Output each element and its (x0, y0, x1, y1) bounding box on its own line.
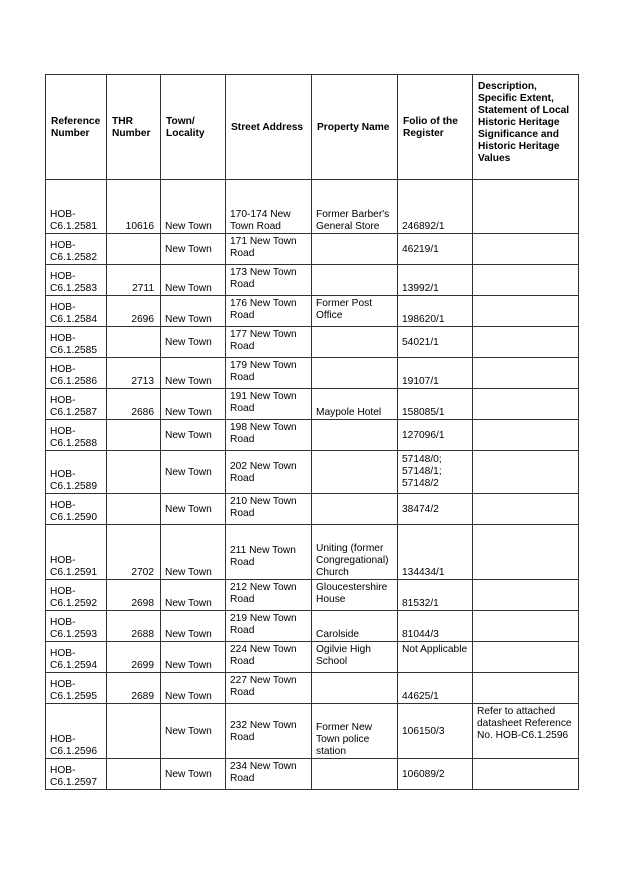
cell-street: 176 New Town Road (226, 296, 312, 327)
cell-thr (107, 234, 161, 265)
cell-thr (107, 759, 161, 790)
cell-street: 198 New Town Road (226, 420, 312, 451)
table-row (46, 759, 579, 790)
cell-thr: 2713 (107, 358, 161, 389)
table-row (46, 704, 579, 759)
cell-description (473, 525, 579, 580)
cell-thr (107, 420, 161, 451)
cell-description: Refer to attached datasheet Reference No. HOB-C6.1.2596 (473, 704, 579, 759)
cell-property: Uniting (former Congregational) Church (312, 525, 398, 580)
cell-folio: 54021/1 (398, 327, 473, 358)
cell-reference: HOB-C6.1.2590 (46, 494, 107, 525)
cell-property (312, 673, 398, 704)
cell-property: Gloucestershire House (312, 580, 398, 611)
cell-property: Maypole Hotel (312, 389, 398, 420)
cell-thr (107, 704, 161, 759)
cell-reference: HOB-C6.1.2581 (46, 180, 107, 234)
cell-reference: HOB-C6.1.2597 (46, 759, 107, 790)
header-thr-number: THR Number (107, 75, 161, 180)
cell-folio: 246892/1 (398, 180, 473, 234)
cell-property: Ogilvie High School (312, 642, 398, 673)
cell-description (473, 494, 579, 525)
cell-street: 211 New Town Road (226, 525, 312, 580)
cell-reference: HOB-C6.1.2589 (46, 451, 107, 494)
cell-reference: HOB-C6.1.2596 (46, 704, 107, 759)
cell-town: New Town (161, 327, 226, 358)
cell-town: New Town (161, 451, 226, 494)
cell-thr: 2699 (107, 642, 161, 673)
cell-town: New Town (161, 525, 226, 580)
cell-street: 232 New Town Road (226, 704, 312, 759)
cell-folio: 158085/1 (398, 389, 473, 420)
cell-town: New Town (161, 580, 226, 611)
cell-street: 202 New Town Road (226, 451, 312, 494)
cell-thr (107, 327, 161, 358)
cell-property (312, 265, 398, 296)
cell-reference: HOB-C6.1.2592 (46, 580, 107, 611)
table-row (46, 420, 579, 451)
cell-property: Carolside (312, 611, 398, 642)
cell-street: 171 New Town Road (226, 234, 312, 265)
header-town-locality: Town/ Locality (161, 75, 226, 180)
cell-reference: HOB-C6.1.2583 (46, 265, 107, 296)
cell-description (473, 451, 579, 494)
cell-town: New Town (161, 296, 226, 327)
cell-description (473, 642, 579, 673)
cell-street: 224 New Town Road (226, 642, 312, 673)
cell-property: Former Post Office (312, 296, 398, 327)
cell-town: New Town (161, 611, 226, 642)
header-folio: Folio of the Register (398, 75, 473, 180)
cell-property (312, 494, 398, 525)
cell-town: New Town (161, 642, 226, 673)
cell-reference: HOB-C6.1.2584 (46, 296, 107, 327)
cell-property (312, 451, 398, 494)
cell-description (473, 358, 579, 389)
cell-reference: HOB-C6.1.2591 (46, 525, 107, 580)
cell-reference: HOB-C6.1.2595 (46, 673, 107, 704)
cell-description (473, 265, 579, 296)
cell-property (312, 420, 398, 451)
table-row (46, 180, 579, 234)
cell-folio: 57148/0; 57148/1; 57148/2 (398, 451, 473, 494)
cell-description (473, 327, 579, 358)
table-row (46, 327, 579, 358)
table-row (46, 389, 579, 420)
cell-folio: 106150/3 (398, 704, 473, 759)
heritage-register-table (45, 74, 579, 790)
cell-thr: 2686 (107, 389, 161, 420)
table-row (46, 296, 579, 327)
cell-thr: 2688 (107, 611, 161, 642)
cell-property: Former Barber's General Store (312, 180, 398, 234)
cell-thr (107, 451, 161, 494)
cell-street: 177 New Town Road (226, 327, 312, 358)
cell-reference: HOB-C6.1.2582 (46, 234, 107, 265)
header-reference-number: Reference Number (46, 75, 107, 180)
cell-folio: 81532/1 (398, 580, 473, 611)
cell-folio: 46219/1 (398, 234, 473, 265)
cell-thr: 2689 (107, 673, 161, 704)
table-row (46, 642, 579, 673)
cell-description (473, 180, 579, 234)
cell-description (473, 420, 579, 451)
cell-town: New Town (161, 265, 226, 296)
cell-folio: 38474/2 (398, 494, 473, 525)
cell-folio: 106089/2 (398, 759, 473, 790)
cell-thr: 2698 (107, 580, 161, 611)
cell-street: 179 New Town Road (226, 358, 312, 389)
cell-description (473, 580, 579, 611)
cell-street: 210 New Town Road (226, 494, 312, 525)
header-property-name: Property Name (312, 75, 398, 180)
table-row (46, 580, 579, 611)
cell-thr (107, 494, 161, 525)
cell-folio: 13992/1 (398, 265, 473, 296)
cell-town: New Town (161, 494, 226, 525)
cell-town: New Town (161, 358, 226, 389)
cell-street: 227 New Town Road (226, 673, 312, 704)
cell-street: 234 New Town Road (226, 759, 312, 790)
table-row (46, 234, 579, 265)
cell-street: 173 New Town Road (226, 265, 312, 296)
cell-thr: 10616 (107, 180, 161, 234)
table-row (46, 673, 579, 704)
cell-town: New Town (161, 180, 226, 234)
cell-thr: 2696 (107, 296, 161, 327)
table-row (46, 358, 579, 389)
cell-street: 191 New Town Road (226, 389, 312, 420)
cell-description (473, 673, 579, 704)
cell-reference: HOB-C6.1.2593 (46, 611, 107, 642)
header-description: Description, Specific Extent, Statement of Local Historic Heritage Significance and Historic Heritage Values (473, 75, 579, 180)
table-row (46, 494, 579, 525)
cell-street: 219 New Town Road (226, 611, 312, 642)
cell-folio: 81044/3 (398, 611, 473, 642)
table-row (46, 611, 579, 642)
cell-reference: HOB-C6.1.2586 (46, 358, 107, 389)
cell-property (312, 327, 398, 358)
cell-town: New Town (161, 673, 226, 704)
cell-town: New Town (161, 759, 226, 790)
cell-property: Former New Town police station (312, 704, 398, 759)
cell-town: New Town (161, 389, 226, 420)
cell-reference: HOB-C6.1.2594 (46, 642, 107, 673)
cell-folio: 44625/1 (398, 673, 473, 704)
cell-street: 212 New Town Road (226, 580, 312, 611)
cell-folio: 198620/1 (398, 296, 473, 327)
table-row (46, 525, 579, 580)
cell-folio: 19107/1 (398, 358, 473, 389)
cell-folio: Not Applicable (398, 642, 473, 673)
cell-property (312, 759, 398, 790)
cell-description (473, 611, 579, 642)
cell-town: New Town (161, 234, 226, 265)
cell-description (473, 234, 579, 265)
cell-reference: HOB-C6.1.2588 (46, 420, 107, 451)
cell-description (473, 296, 579, 327)
cell-folio: 134434/1 (398, 525, 473, 580)
cell-town: New Town (161, 704, 226, 759)
cell-property (312, 234, 398, 265)
table-row (46, 451, 579, 494)
cell-reference: HOB-C6.1.2585 (46, 327, 107, 358)
cell-description (473, 759, 579, 790)
header-street-address: Street Address (226, 75, 312, 180)
header-row (46, 75, 579, 180)
cell-thr: 2702 (107, 525, 161, 580)
table-row (46, 265, 579, 296)
cell-town: New Town (161, 420, 226, 451)
cell-description (473, 389, 579, 420)
cell-folio: 127096/1 (398, 420, 473, 451)
cell-thr: 2711 (107, 265, 161, 296)
cell-reference: HOB-C6.1.2587 (46, 389, 107, 420)
cell-property (312, 358, 398, 389)
cell-street: 170-174 New Town Road (226, 180, 312, 234)
